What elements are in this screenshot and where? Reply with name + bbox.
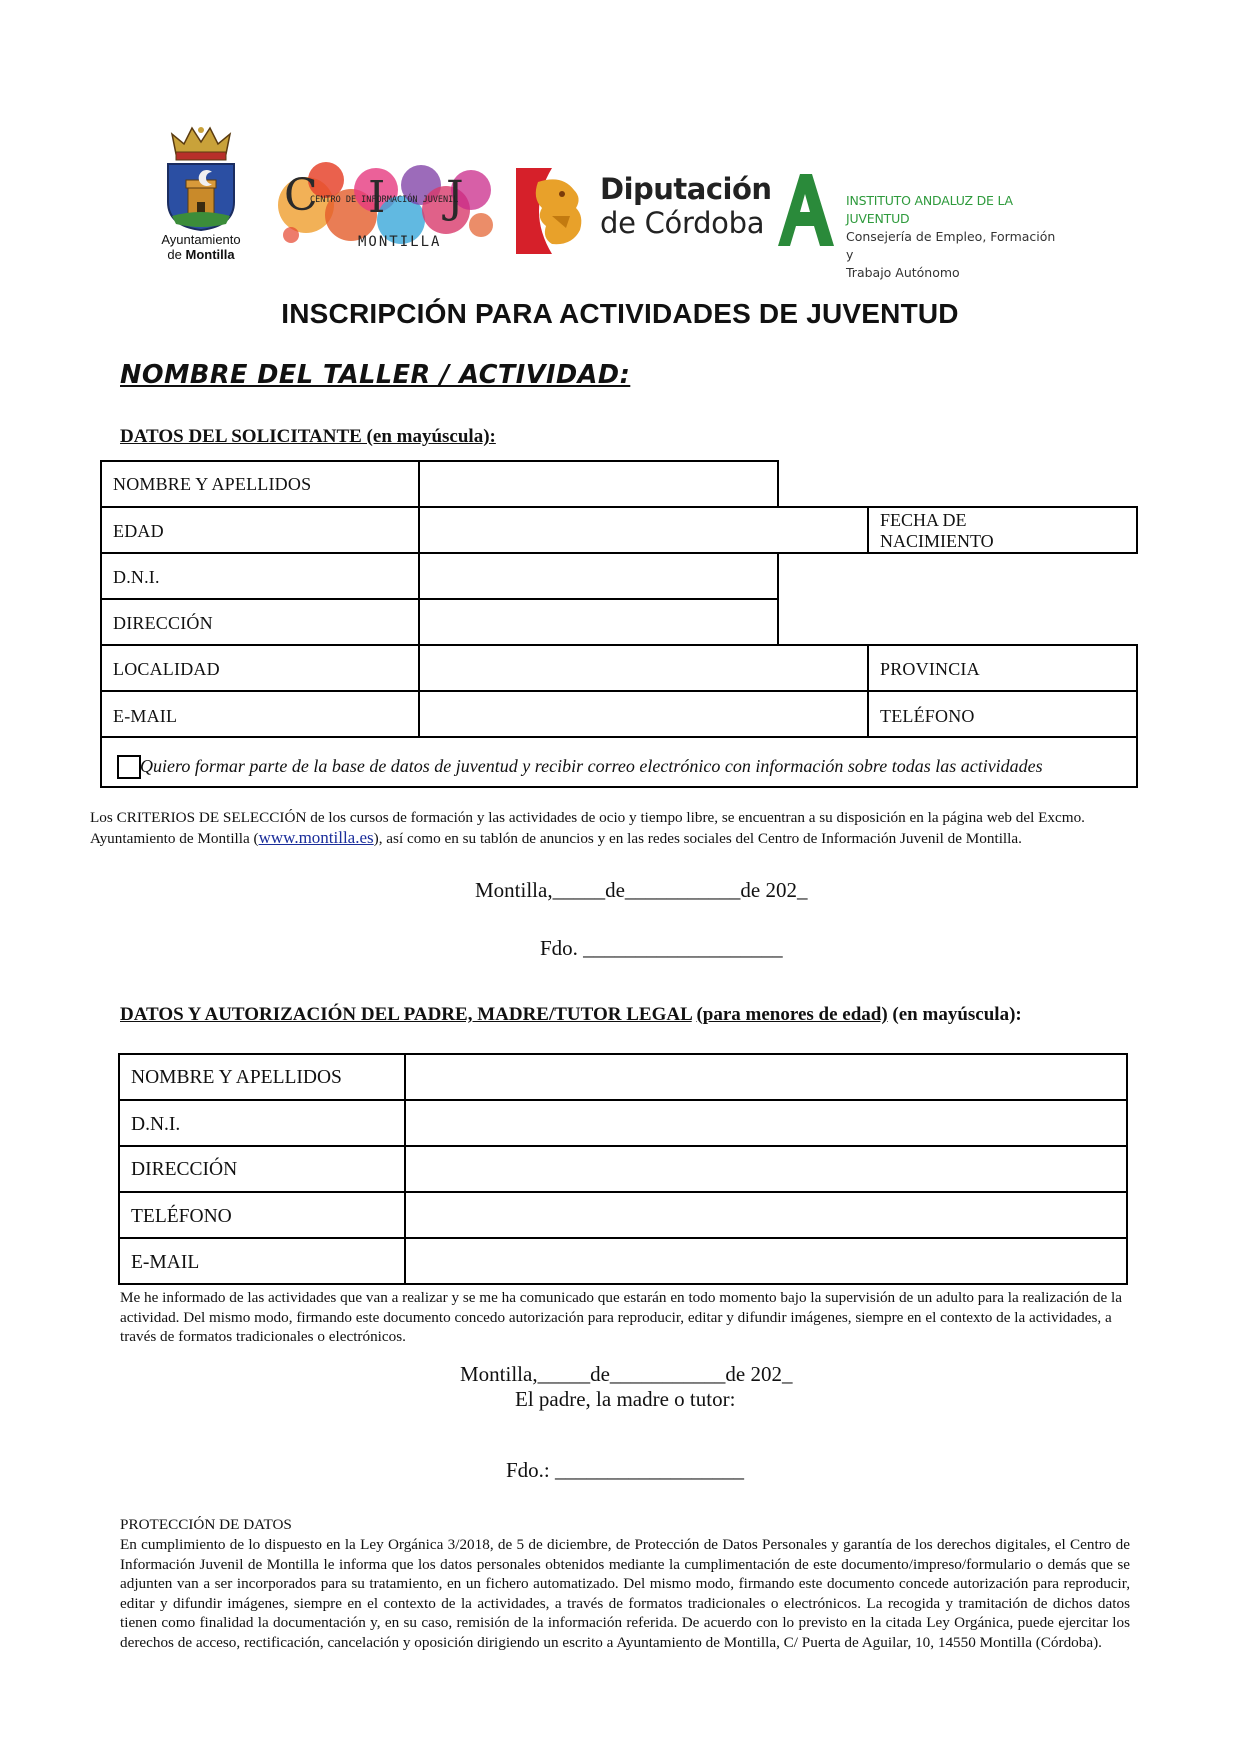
criterios-text: Los CRITERIOS DE SELECCIÓN de los cursos de formación y las actividades de ocio y tiempo libre, se encuentran a su disposición en la página web del Excmo. Ayuntamiento de Montilla (www.montilla.es), así como en su tablón de anuncios y en las redes sociales del Centro de Información Juvenil de Montilla.	[90, 809, 1085, 847]
tutor-dni-input-cell[interactable]	[404, 1099, 1128, 1147]
page-title: INSCRIPCIÓN PARA ACTIVIDADES DE JUVENTUD	[281, 298, 959, 329]
provincia-cell[interactable]	[867, 644, 1138, 692]
tutor-telefono-input-cell[interactable]	[404, 1191, 1128, 1239]
diputacion-lion-icon	[512, 168, 598, 254]
tutor-email-label-cell	[118, 1237, 406, 1285]
cij-splash-graphic	[276, 150, 498, 260]
nombre-input-cell[interactable]	[418, 460, 779, 508]
tutor-nombre-input-cell[interactable]	[404, 1053, 1128, 1101]
edad-label-cell	[100, 506, 420, 554]
svg-text:I: I	[368, 172, 386, 223]
nombre-label: NOMBRE Y APELLIDOS	[113, 474, 312, 494]
tutor-nombre-label: NOMBRE Y APELLIDOS	[131, 1067, 342, 1088]
montilla-website-link[interactable]: www.montilla.es	[258, 828, 374, 847]
cij-logo	[276, 150, 498, 260]
svg-text:C: C	[284, 170, 318, 221]
proteccion-text: En cumplimiento de lo dispuesto en la Ley Orgánica 3/2018, de 5 de diciembre, de Protección de Datos Personales y garantía de los derechos digitales, el Centro de Información Juvenil de Montilla le informa que los datos personales obtenidos mediante la cumplimentación de este documento/impreso/formulario o demás que se adjunten van a ser incorporados para su tratamiento, en un fichero automatizado. Del mismo modo, firmando este documento concede autorización para reproducir, editar y difundir imágenes, siempre en el contexto de la actividades, a través de formatos tradicionales o electrónicos. La recogida y tramitación de dichos datos tienen como finalidad la documentación y, en su caso, remisión de la información referida. De acuerdo con lo previsto en la citada Ley Orgánica, puede ejercitar los derechos de acceso, rectificación, cancelación y oposición dirigiendo un escrito a Ayuntamiento de Montilla, C/ Puerta de Aguilar, 10, 14550 Montilla (Córdoba).	[120, 1536, 1130, 1651]
ayuntamiento-logo-text: Ayuntamiento de Montilla	[161, 232, 241, 262]
tutor-telefono-label: TELÉFONO	[131, 1206, 232, 1227]
email-input-cell[interactable]	[418, 690, 869, 738]
tutor-email-label: E-MAIL	[131, 1252, 200, 1273]
dni-label-cell	[100, 552, 420, 600]
taller-label: NOMBRE DEL TALLER / ACTIVIDAD:	[120, 360, 631, 390]
tutor-telefono-label-cell	[118, 1191, 406, 1239]
diputacion-logo	[512, 168, 772, 258]
section-tutor-heading: DATOS Y AUTORIZACIÓN DEL PADRE, MADRE/TUTOR LEGAL (para menores de edad) (en mayúscula):	[120, 1004, 1022, 1025]
dni-input-cell[interactable]	[418, 552, 779, 600]
junta-andalucia-a-icon	[772, 172, 838, 250]
iaj-logo	[772, 172, 1062, 280]
tutor-dni-label-cell	[118, 1099, 406, 1147]
autorizacion-text: Me he informado de las actividades que van a realizar y se me ha comunicado que estarán en todo momento bajo la supervisión de un adulto para la realización de la actividad. Del mismo modo, firmando este documento concedo autorización para reproducir, editar y difundir imágenes, siempre en el contexto de la actividades, a través de formatos tradicionales o electrónicos.	[120, 1289, 1122, 1345]
diputacion-logo-text: Diputación de Córdoba	[600, 172, 772, 240]
newsletter-checkbox-label: Quiero formar parte de la base de datos de juventud y recibir correo electrónico con información sobre todas las actividades	[140, 756, 1043, 776]
email-label: E-MAIL	[113, 706, 178, 726]
coat-of-arms-icon	[146, 124, 256, 232]
localidad-label-cell	[100, 644, 420, 692]
svg-text:J: J	[446, 172, 464, 223]
svg-text:CENTRO DE INFORMACIÓN JUVENIL: CENTRO DE INFORMACIÓN JUVENIL	[310, 195, 459, 205]
section-solicitante-heading: DATOS DEL SOLICITANTE (en mayúscula):	[120, 426, 496, 447]
fecha-nacimiento-label: FECHA DE NACIMIENTO	[880, 510, 994, 551]
provincia-label: PROVINCIA	[880, 659, 980, 679]
svg-text:MONTILLA: MONTILLA	[358, 234, 442, 250]
tutor-dni-label: D.N.I.	[131, 1114, 181, 1135]
sign1-fdo-line: Fdo. ___________________	[540, 936, 783, 960]
telefono-label: TELÉFONO	[880, 706, 975, 726]
edad-label: EDAD	[113, 521, 164, 541]
sign2-role-line: El padre, la madre o tutor:	[515, 1387, 736, 1411]
ayuntamiento-logo	[146, 124, 256, 264]
fecha-nacimiento-cell[interactable]	[867, 506, 1138, 554]
direccion-label-cell	[100, 598, 420, 646]
localidad-label: LOCALIDAD	[113, 659, 220, 679]
email-label-cell	[100, 690, 420, 738]
direccion-input-cell[interactable]	[418, 598, 779, 646]
telefono-cell[interactable]	[867, 690, 1138, 738]
edad-input-cell[interactable]	[418, 506, 869, 554]
localidad-input-cell[interactable]	[418, 644, 869, 692]
tutor-direccion-label: DIRECCIÓN	[131, 1159, 238, 1180]
sign1-date-line: Montilla,_____de___________de 202_	[475, 878, 808, 902]
direccion-label: DIRECCIÓN	[113, 613, 213, 633]
proteccion-heading: PROTECCIÓN DE DATOS	[120, 1516, 292, 1533]
nombre-label-cell	[100, 460, 420, 508]
tutor-nombre-label-cell	[118, 1053, 406, 1101]
tutor-direccion-label-cell	[118, 1145, 406, 1193]
sign2-date-line: Montilla,_____de___________de 202_	[460, 1362, 793, 1386]
tutor-email-input-cell[interactable]	[404, 1237, 1128, 1285]
iaj-logo-text: INSTITUTO ANDALUZ DE LA JUVENTUD Consejería de Empleo, Formación y Trabajo Autónomo	[846, 193, 1056, 280]
sign2-fdo-line: Fdo.: __________________	[506, 1458, 745, 1482]
dni-label: D.N.I.	[113, 567, 160, 587]
newsletter-checkbox[interactable]	[117, 755, 141, 779]
tutor-direccion-input-cell[interactable]	[404, 1145, 1128, 1193]
